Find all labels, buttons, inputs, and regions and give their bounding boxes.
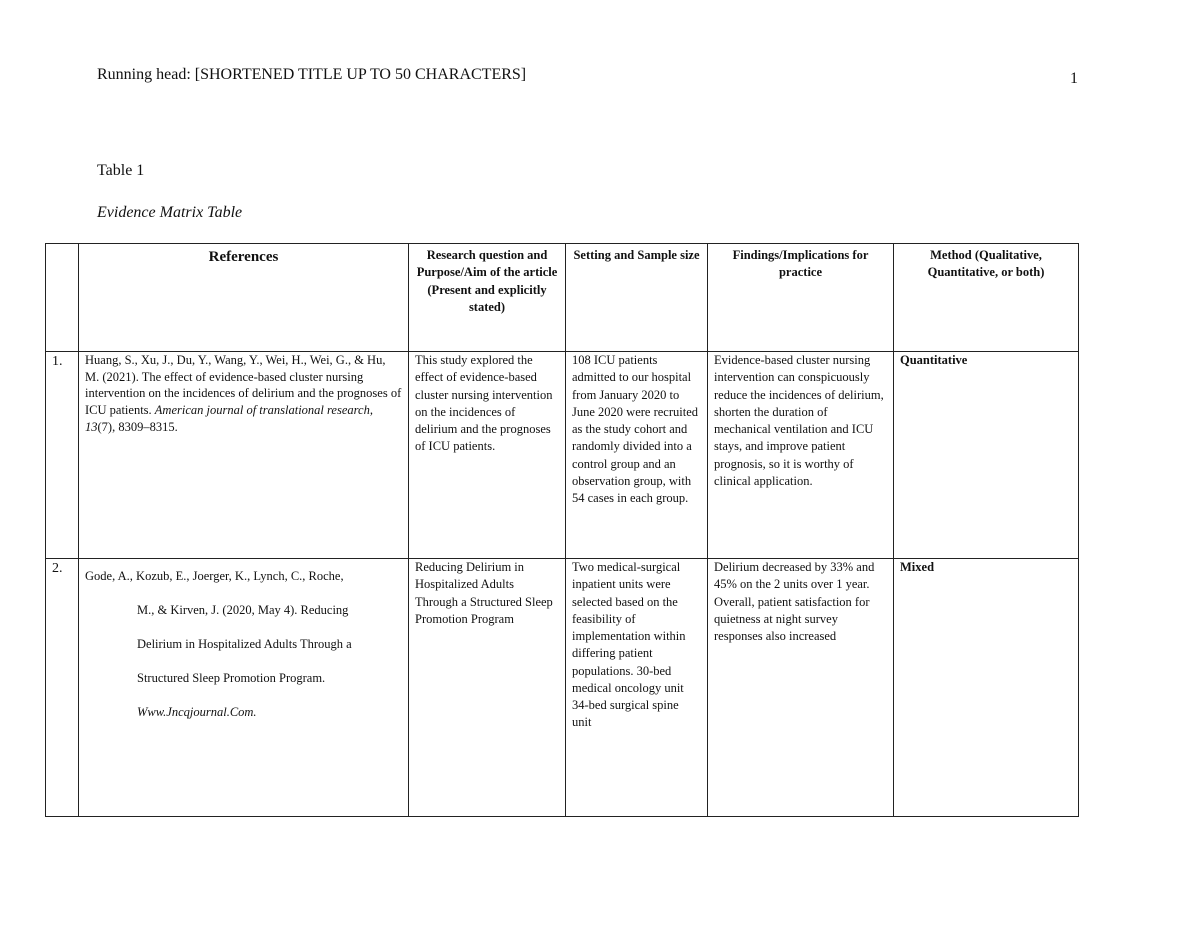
row-number: 1. (46, 352, 79, 559)
reference-line: Delirium in Hospitalized Adults Through a (137, 637, 352, 651)
reference-cell (79, 352, 409, 559)
table-row (46, 352, 1079, 559)
table-title: Evidence Matrix Table (97, 204, 243, 221)
setting-cell: Two medical-surgical inpatient units were selected based on the feasibility of implementation within differing patient populations. 30-bed medical oncology unit 34-bed surgical spine unit (566, 559, 708, 817)
research-question-column-header: Research question and Purpose/Aim of the article (Present and explicitly stated) (409, 244, 566, 352)
setting-column-header: Setting and Sample size (566, 244, 708, 352)
reference-line: Gode, A., Kozub, E., Joerger, K., Lynch, C., Roche, (85, 569, 344, 583)
method-column-header: Method (Qualitative, Quantitative, or both) (894, 244, 1079, 352)
reference-url[interactable]: Www.Jncqjournal.Com. (137, 705, 257, 719)
findings-cell: Evidence-based cluster nursing intervention can conspicuously reduce the incidences of delirium, shorten the duration of mechanical ventilation and ICU stays, and improve patient prognosis, so it is worthy of clinical application. (708, 352, 894, 559)
reference-text: Huang, S., Xu, J., Du, Y., Wang, Y., Wei, H., Wei, G., & Hu, M. (2021). The effect of evidence-based cluster nursing intervention on the incidences of delirium and the prognoses of ICU patients. (85, 353, 402, 417)
reference-cell (79, 559, 409, 817)
findings-column-header: Findings/Implications for practice (708, 244, 894, 352)
table-header-row (46, 244, 1079, 352)
references-column-header: References (79, 244, 409, 352)
findings-cell: Delirium decreased by 33% and 45% on the 2 units over 1 year. Overall, patient satisfaction for quietness at night survey responses also increased (708, 559, 894, 817)
row-number: 2. (46, 559, 79, 817)
reference-line: M., & Kirven, J. (2020, May 4). Reducing (137, 603, 349, 617)
page-number: 1 (1070, 70, 1078, 87)
reference-line: Structured Sleep Promotion Program. (137, 671, 326, 685)
running-head: Running head: [SHORTENED TITLE UP TO 50 CHARACTERS] (97, 66, 527, 83)
reference-pages: (7), 8309–8315. (97, 419, 178, 434)
evidence-matrix-table (45, 243, 1079, 817)
setting-cell: 108 ICU patients admitted to our hospital from January 2020 to June 2020 were recruited as the study cohort and randomly divided into a control group and an observation group, with 54 cases in each group. (566, 352, 708, 559)
number-column-header (46, 244, 79, 352)
method-cell: Mixed (894, 559, 1079, 817)
table-row (46, 559, 1079, 817)
research-question-cell: Reducing Delirium in Hospitalized Adults Through a Structured Sleep Promotion Program (409, 559, 566, 817)
method-cell: Quantitative (894, 352, 1079, 559)
journal-name: American journal of translational research, 13 (85, 402, 373, 434)
table-label: Table 1 (97, 162, 145, 179)
research-question-cell: This study explored the effect of evidence-based cluster nursing intervention on the incidences of delirium and the prognoses of ICU patients. (409, 352, 566, 559)
